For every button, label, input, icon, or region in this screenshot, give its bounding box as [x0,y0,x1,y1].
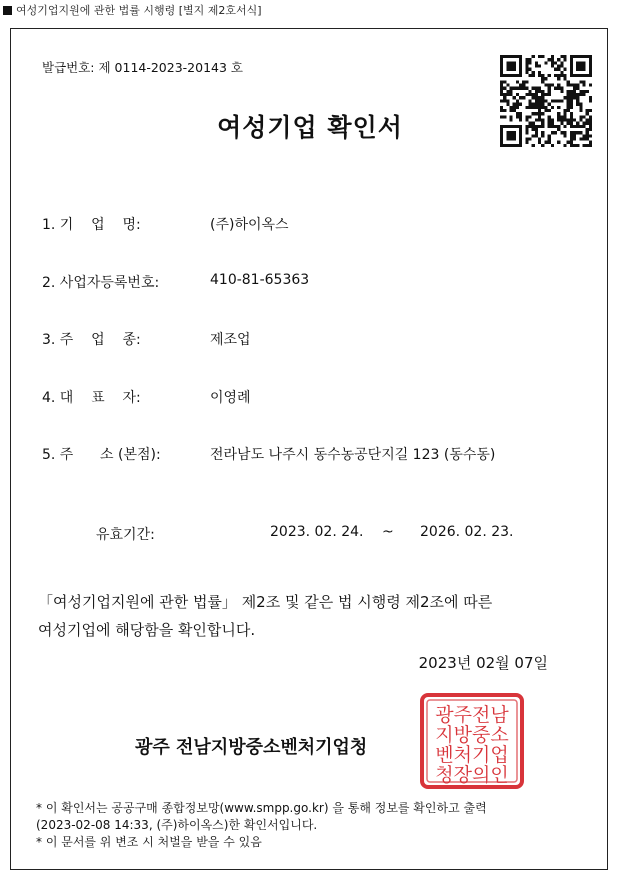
issue-number: 발급번호: 제 0114-2023-20143 호 [42,60,243,75]
form-label-text: 여성기업지원에 관한 법률 시행령 [별지 제2호서식] [16,4,262,17]
statement-line: 여성기업에 해당함을 확인합니다. [38,621,256,639]
footnote-line: * 이 문서를 위 변조 시 처벌을 받을 수 있음 [36,835,262,849]
field-value: 이영례 [210,390,251,406]
validity-separator: ~ [382,524,394,540]
field-label: 5. 주 소 (본점): [42,447,161,463]
field-value: 제조업 [210,332,251,348]
field-label: 3. 주 업 종: [42,332,141,348]
field-value: (주)하이옥스 [210,217,289,233]
field-value: 전라남도 나주시 동수농공단지길 123 (동수동) [210,447,496,463]
footnote-line: (2023-02-08 14:33, (주)하이옥스)한 확인서입니다. [36,818,318,832]
seal-row: 청장의인 [435,764,509,786]
field-label: 2. 사업자등록번호: [42,275,160,291]
document-title: 여성기업 확인서 [217,113,403,142]
confirmation-statement [38,588,578,644]
footnotes [36,800,596,851]
official-seal-icon [420,693,524,789]
form-label [3,2,262,18]
validity-end: 2026. 02. 23. [420,524,514,540]
seal-row: 지방중소 [435,724,509,746]
field-label: 1. 기 업 명: [42,217,141,233]
issuer-name: 광주 전남지방중소벤처기업청 [135,737,368,758]
statement-line: 「여성기업지원에 관한 법률」 제2조 및 같은 법 시행령 제2조에 따른 [38,593,493,611]
field-label: 4. 대 표 자: [42,390,141,406]
field-value: 410-81-65363 [210,272,310,288]
validity-label: 유효기간: [96,527,155,543]
footnote-line: * 이 확인서는 공공구매 종합정보망(www.smpp.go.kr) 을 통해 정보를 확인하고 출력 [36,801,487,815]
issue-date: 2023년 02월 07일 [418,654,548,672]
seal-row: 벤처기업 [435,744,509,766]
seal-row: 광주전남 [435,704,509,726]
validity-start: 2023. 02. 24. [270,524,364,540]
square-bullet-icon [3,6,12,15]
